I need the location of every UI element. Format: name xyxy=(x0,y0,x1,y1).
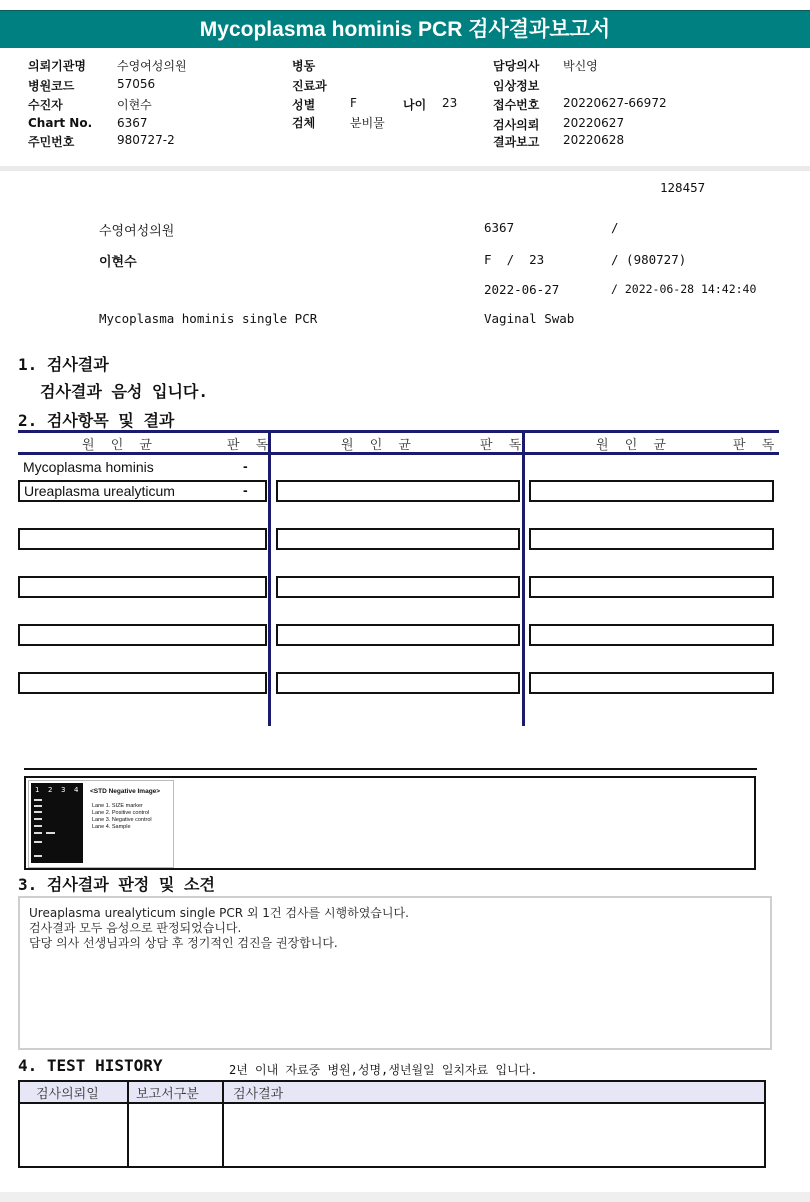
header-label: 의뢰기관명 xyxy=(28,59,86,73)
marker-band xyxy=(34,805,42,807)
lane-number: 1 xyxy=(35,786,40,794)
comment-line: 검사결과 모두 음성으로 판정되었습니다. xyxy=(29,921,242,935)
sex-age: F / 23 xyxy=(484,252,545,267)
result-value: - xyxy=(243,458,248,474)
header-label: 나이 xyxy=(403,98,427,112)
result-cell xyxy=(18,576,267,598)
result-cell xyxy=(529,672,774,694)
gel-electrophoresis xyxy=(31,783,83,863)
result-cell xyxy=(529,576,774,598)
result-cell xyxy=(276,672,520,694)
lane-number: 4 xyxy=(74,786,79,794)
hospital-name: 수영여성의원 xyxy=(99,224,175,239)
result-cell xyxy=(18,672,267,694)
received-date: 2022-06-27 xyxy=(484,282,560,297)
marker-band xyxy=(34,799,42,801)
header-label: 검사의뢰 xyxy=(493,118,540,132)
header-label: 접수번호 xyxy=(493,98,540,112)
header-label: 성별 xyxy=(292,98,316,112)
result-cell xyxy=(276,480,520,502)
result-cell xyxy=(529,480,774,502)
report-number: 128457 xyxy=(660,180,706,195)
header-label: 주민번호 xyxy=(28,135,75,149)
footer-band xyxy=(0,1192,810,1202)
marker-band xyxy=(34,855,42,857)
header-label: 진료과 xyxy=(292,79,327,93)
header-label: 병원코드 xyxy=(28,79,75,93)
result-cell xyxy=(529,528,774,550)
comment-line: Ureaplasma urealyticum single PCR 외 1건 검사를 시행하였습니다. xyxy=(29,906,409,920)
result-cell xyxy=(18,528,267,550)
marker-band xyxy=(34,811,42,813)
header-value: 수영여성의원 xyxy=(117,59,187,73)
history-column-divider xyxy=(127,1080,129,1168)
birth-date: / (980727) xyxy=(611,252,687,267)
patient-name: 이현수 xyxy=(99,255,137,270)
section-1-title: 1. 검사결과 xyxy=(18,355,109,374)
header-value: 23 xyxy=(442,96,458,110)
header-label: 담당의사 xyxy=(493,59,540,73)
history-note: 2년 이내 자료중 병원,성명,생년월일 일치자료 입니다. xyxy=(229,1063,538,1077)
header-info xyxy=(0,48,810,166)
gel-legend-item: Lane 1. SIZE marker xyxy=(92,803,143,809)
lane-number: 2 xyxy=(48,786,53,794)
comment-line: 담당 의사 선생님과의 상담 후 정기적인 검진을 권장합니다. xyxy=(29,936,338,950)
header-value: 20220628 xyxy=(563,133,625,147)
column-header-result: 판 독 xyxy=(227,438,275,453)
column-header-organism: 원 인 균 xyxy=(596,438,672,453)
header-value: 20220627-66972 xyxy=(563,96,667,110)
marker-band xyxy=(34,841,42,843)
lane-number: 3 xyxy=(61,786,66,794)
result-cell xyxy=(276,576,520,598)
gel-legend-item: Lane 4. Sample xyxy=(92,824,131,830)
gel-image-title: <STD Negative Image> xyxy=(90,788,161,795)
test-name: Mycoplasma hominis single PCR xyxy=(99,311,318,326)
marker-band xyxy=(34,832,42,834)
column-header-organism: 원 인 균 xyxy=(82,438,158,453)
history-header-report-type: 보고서구분 xyxy=(136,1087,199,1102)
history-header-border xyxy=(18,1102,766,1104)
history-header-result: 검사결과 xyxy=(233,1087,284,1102)
result-value: - xyxy=(243,482,248,498)
column-header-result: 판 독 xyxy=(480,438,528,453)
table-column-divider xyxy=(268,430,271,726)
history-table xyxy=(18,1080,766,1168)
marker-band xyxy=(34,825,42,827)
positive-control-band xyxy=(46,832,55,834)
header-label: 임상정보 xyxy=(493,79,540,93)
table-column-divider xyxy=(522,430,525,726)
marker-band xyxy=(34,818,42,820)
result-summary: 검사결과 음성 입니다. xyxy=(40,382,209,401)
header-label: 병동 xyxy=(292,59,316,73)
result-cell xyxy=(529,624,774,646)
result-cell xyxy=(276,624,520,646)
header-value: 분비물 xyxy=(350,116,385,130)
organism-name: Mycoplasma hominis xyxy=(23,459,154,475)
organism-name: Ureaplasma urealyticum xyxy=(24,483,175,499)
section-3-title: 3. 검사결과 판정 및 소견 xyxy=(18,875,215,894)
header-label: 결과보고 xyxy=(493,135,540,149)
header-value: F xyxy=(350,96,357,110)
result-cell xyxy=(276,528,520,550)
header-label: 검체 xyxy=(292,116,316,130)
history-header-request-date: 검사의뢰일 xyxy=(36,1087,99,1102)
header-value: 6367 xyxy=(117,116,148,130)
report-title: Mycoplasma hominis PCR 검사결과보고서 xyxy=(0,10,810,48)
header-value: 57056 xyxy=(117,77,156,91)
header-value: 980727-2 xyxy=(117,133,175,147)
column-header-organism: 원 인 균 xyxy=(341,438,417,453)
section-4-title: 4. TEST HISTORY xyxy=(18,1056,163,1075)
header-value: 박신영 xyxy=(563,59,598,73)
header-value: 이현수 xyxy=(117,98,152,112)
history-column-divider xyxy=(222,1080,224,1168)
section-2-title: 2. 검사항목 및 결과 xyxy=(18,411,175,430)
gel-legend-item: Lane 3. Negative control xyxy=(92,817,152,823)
result-cell xyxy=(18,624,267,646)
header-divider xyxy=(0,166,810,171)
specimen: Vaginal Swab xyxy=(484,311,575,326)
reported-datetime: / 2022-06-28 14:42:40 xyxy=(611,282,757,296)
chart-number: 6367 xyxy=(484,220,515,235)
header-label: 수진자 xyxy=(28,98,63,112)
image-divider xyxy=(24,768,757,770)
header-label: Chart No. xyxy=(28,116,93,130)
header-value: 20220627 xyxy=(563,116,625,130)
slash: / xyxy=(611,220,619,235)
table-top-border xyxy=(18,430,779,433)
column-header-result: 판 독 xyxy=(733,438,781,453)
gel-legend-item: Lane 2. Positive control xyxy=(92,810,150,816)
